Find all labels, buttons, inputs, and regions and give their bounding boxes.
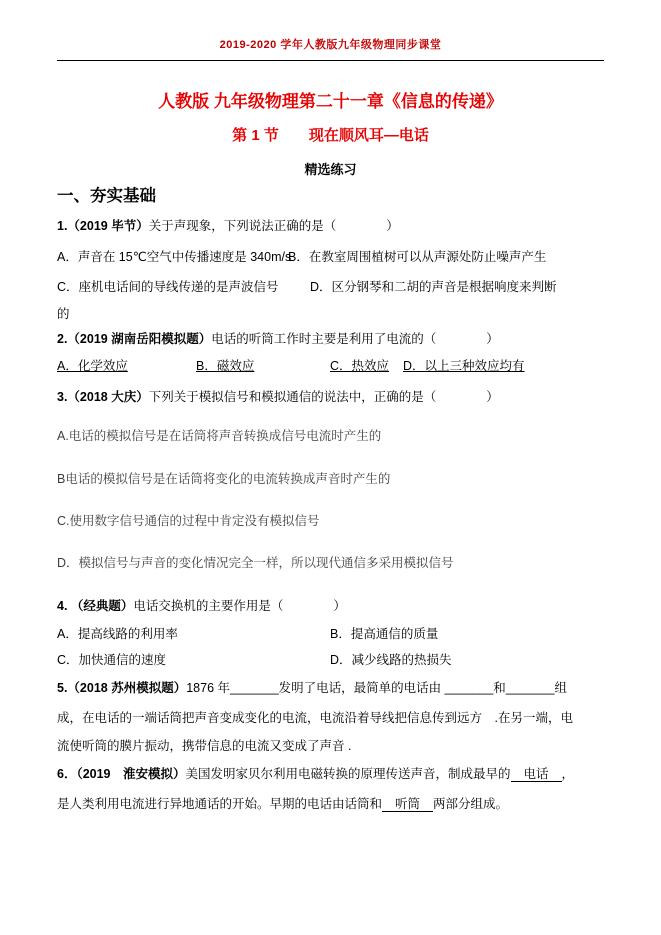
question-6-line-2 [57, 796, 508, 812]
question-3-option-a: A.电话的模拟信号是在话筒将声音转换成信号电流时产生的 [57, 429, 382, 443]
question-5-line-3: 流使听筒的膜片振动，携带信息的电流又变成了声音 . [57, 739, 352, 753]
question-3-stem [57, 389, 499, 405]
question-6-answer-2: 听筒 [382, 797, 433, 812]
question-1-option-d: D．区分钢琴和二胡的声音是根据响度来判断 [310, 280, 557, 294]
practice-subtitle: 精选练习 [304, 162, 357, 177]
question-4-option-c: C．加快通信的速度 [57, 653, 167, 667]
question-3-option-b: B电话的模拟信号是在话筒将变化的电流转换成声音时产生的 [57, 472, 391, 486]
question-6-text-2b: 两部分组成。 [433, 797, 509, 811]
question-4-option-b: B．提高通信的质量 [330, 627, 439, 641]
lesson-title: 第 1 节 现在顺风耳—电话 [232, 127, 429, 144]
question-3-option-d: D．模拟信号与声音的变化情况完全一样，所以现代通信多采用模拟信号 [57, 556, 454, 570]
question-5-line-2: 成，在电话的一端话筒把声音变成变化的电流，电流沿着导线把信息传到远方 .在另一端，电 [57, 711, 573, 725]
question-4-text: 电话交换机的主要作用是（ ） [133, 599, 346, 613]
question-3-text: 下列关于模拟信号和模拟通信的说法中，正确的是（ ） [148, 390, 499, 404]
question-4-option-a: A．提高线路的利用率 [57, 627, 178, 641]
question-4-stem [57, 598, 346, 614]
question-2-text: 电话的听筒工作时主要是利用了电流的（ ） [211, 332, 499, 346]
question-2-option-d: D．以上三种效应均有 [403, 359, 525, 373]
question-2-source: 2.（2019 湖南岳阳模拟题） [57, 332, 212, 346]
question-6-line-1 [57, 766, 574, 782]
question-1-stem [57, 218, 399, 234]
section-heading: 一、夯实基础 [57, 187, 156, 205]
question-6-answer-1: 电话 [511, 767, 562, 782]
question-3-option-c: C.使用数字信号通信的过程中肯定没有模拟信号 [57, 514, 320, 528]
question-3-source: 3.（2018 大庆） [57, 390, 149, 404]
question-6-text-1b: ， [561, 767, 575, 781]
chapter-title: 人教版 九年级物理第二十一章《信息的传递》 [158, 92, 503, 111]
question-2-option-c: C．热效应 [330, 359, 390, 373]
question-4-option-d: D．减少线路的热损失 [330, 653, 452, 667]
question-5-text-1: 1876 年_______发明了电话，最简单的电话由 _______和_______组 [186, 681, 567, 695]
question-2-option-a: A．化学效应 [57, 359, 128, 373]
question-1-option-c: C．座机电话间的导线传递的是声波信号 [57, 280, 279, 294]
question-6-text-2a: 是人类利用电流进行异地通话的开始。早期的电话由话筒和 [57, 797, 383, 811]
question-6-text-1a: 美国发明家贝尔利用电磁转换的原理传送声音，制成最早的 [185, 767, 511, 781]
question-5-source: 5.（2018 苏州模拟题） [57, 681, 187, 695]
question-1-option-a: A．声音在 15℃空气中传播速度是 340m/s [57, 250, 292, 264]
question-5-line-1 [57, 680, 567, 696]
question-2-stem [57, 331, 499, 347]
question-1-text: 关于声现象，下列说法正确的是（ ） [148, 219, 399, 233]
question-1-option-d-wrap: 的 [57, 307, 70, 321]
question-1-option-b: B．在教室周围植树可以从声源处防止噪声产生 [288, 250, 547, 264]
page-header: 2019-2020 学年人教版九年级物理同步课堂 [219, 39, 442, 51]
question-1-source: 1.（2019 毕节） [57, 219, 149, 233]
question-4-source: 4. （经典题） [57, 599, 134, 613]
question-6-source: 6．（2019 淮安模拟） [57, 767, 186, 781]
question-2-option-b: B．磁效应 [196, 359, 255, 373]
header-divider [57, 60, 604, 61]
